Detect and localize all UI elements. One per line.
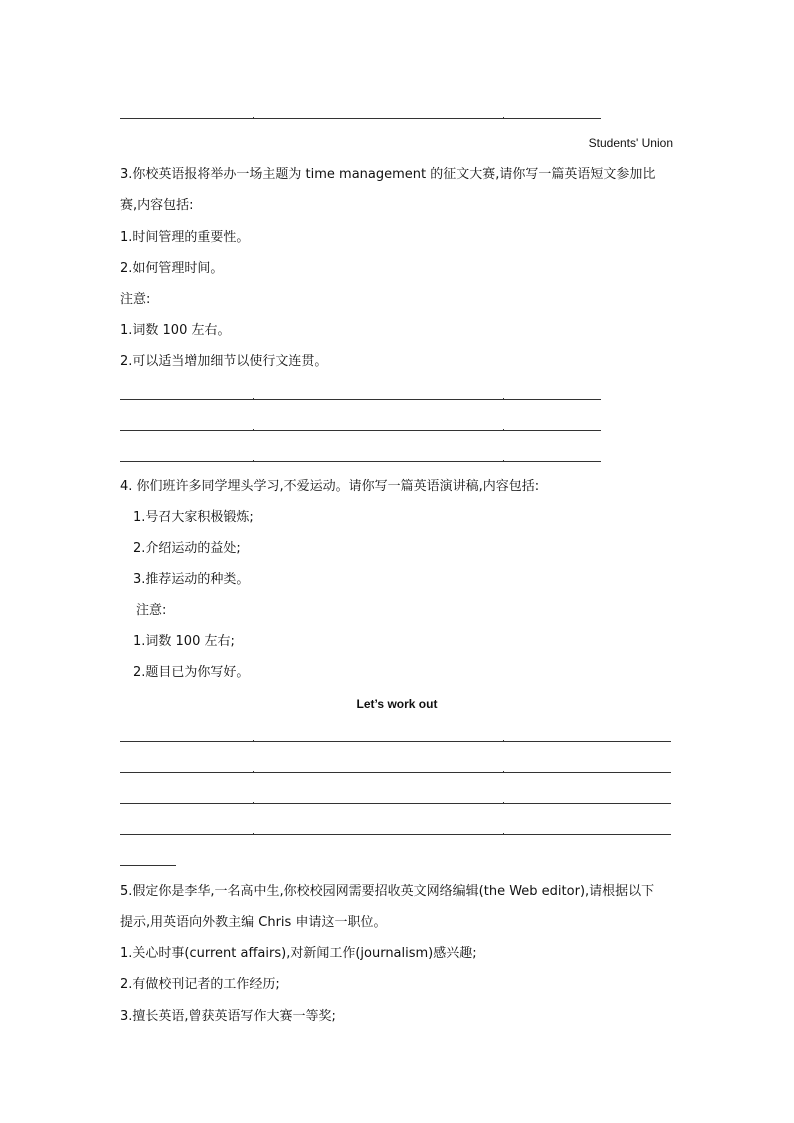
line-tick (503, 833, 504, 835)
q4-item-2: 2.介绍运动的益处; (133, 541, 241, 556)
q3-item-2: 2.如何管理时间。 (120, 261, 224, 276)
q4-item-1: 1.号召大家积极锻炼; (133, 510, 254, 525)
line-tick (253, 429, 254, 431)
line-tick (503, 771, 504, 773)
q3-prompt-line1: 3.你校英语报将举办一场主题为 time management 的征文大赛,请你写一篇英语短文参加比 (120, 167, 656, 182)
line-tick (253, 833, 254, 835)
q3-prompt-line2: 赛,内容包括: (120, 198, 194, 213)
line-tick (253, 802, 254, 804)
q4-essay-title: Let’s work out (356, 697, 438, 711)
q5-item-2: 2.有做校刊记者的工作经历; (120, 977, 280, 992)
line-tick (503, 740, 504, 742)
answer-line (120, 399, 601, 400)
answer-line (120, 803, 671, 804)
answer-line (120, 430, 601, 431)
line-tick (253, 398, 254, 400)
q5-prompt-line1: 5.假定你是李华,一名高中生,你校校园网需要招收英文网络编辑(the Web editor),请根据以下 (120, 884, 655, 899)
line-tick (503, 429, 504, 431)
q4-note-label: 注意: (136, 603, 167, 618)
line-tick (503, 117, 504, 119)
line-tick (253, 117, 254, 119)
q4-note-2: 2.题目已为你写好。 (133, 665, 250, 680)
answer-line (120, 118, 601, 119)
answer-line-short (120, 865, 176, 866)
q5-item-3: 3.擅长英语,曾获英语写作大赛一等奖; (120, 1009, 336, 1024)
line-tick (253, 740, 254, 742)
q3-note-1: 1.词数 100 左右。 (120, 323, 231, 338)
q4-note-1: 1.词数 100 左右; (133, 634, 235, 649)
q4-item-3: 3.推荐运动的种类。 (133, 572, 250, 587)
q4-prompt: 4. 你们班许多同学埋头学习,不爱运动。请你写一篇英语演讲稿,内容包括: (120, 479, 540, 494)
q5-prompt-line2: 提示,用英语向外教主编 Chris 申请这一职位。 (120, 915, 387, 930)
q3-note-label: 注意: (120, 292, 151, 307)
line-tick (503, 460, 504, 462)
answer-line (120, 741, 671, 742)
q3-item-1: 1.时间管理的重要性。 (120, 230, 250, 245)
line-tick (253, 771, 254, 773)
line-tick (503, 398, 504, 400)
line-tick (253, 460, 254, 462)
answer-line (120, 461, 601, 462)
answer-line (120, 772, 671, 773)
q3-note-2: 2.可以适当增加细节以使行文连贯。 (120, 354, 328, 369)
signature: Students' Union (588, 136, 673, 150)
line-tick (503, 802, 504, 804)
answer-line (120, 834, 671, 835)
q5-item-1: 1.关心时事(current affairs),对新闻工作(journalism)感兴趣; (120, 946, 477, 961)
